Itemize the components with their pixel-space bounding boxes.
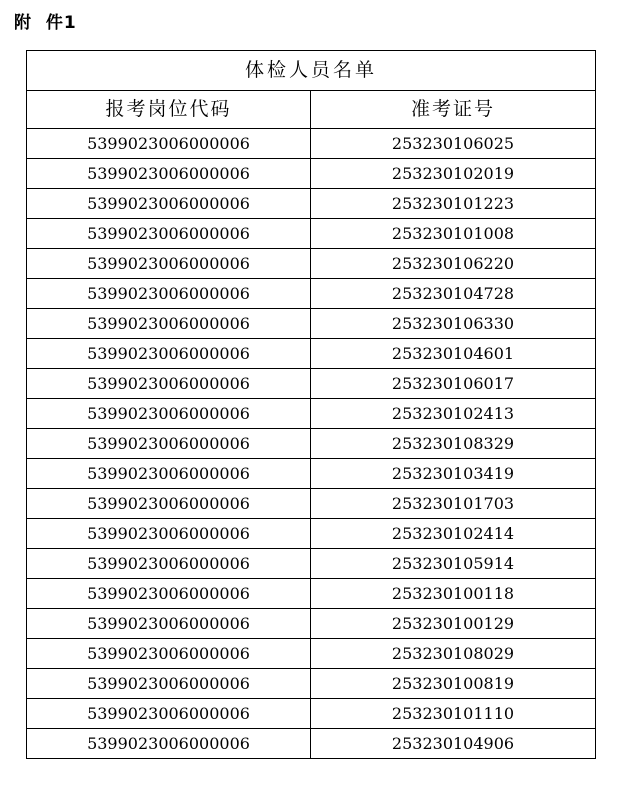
position-code-cell: 5399023006000006: [27, 549, 311, 579]
position-code-cell: 5399023006000006: [27, 579, 311, 609]
admission-number-cell: 253230106220: [311, 249, 596, 279]
table-row: [27, 189, 596, 219]
table-row: [27, 699, 596, 729]
table-row: [27, 519, 596, 549]
table-row: [27, 279, 596, 309]
table-row: [27, 639, 596, 669]
table-row: [27, 219, 596, 249]
admission-number-cell: 253230101008: [311, 219, 596, 249]
admission-number-cell: 253230103419: [311, 459, 596, 489]
position-code-cell: 5399023006000006: [27, 279, 311, 309]
table-row: [27, 669, 596, 699]
admission-number-cell: 253230108329: [311, 429, 596, 459]
attachment-label: 附 件1: [14, 13, 77, 33]
position-code-cell: 5399023006000006: [27, 489, 311, 519]
admission-number-cell: 253230102019: [311, 159, 596, 189]
admission-number-cell: 253230100819: [311, 669, 596, 699]
table-row: [27, 339, 596, 369]
admission-number-cell: 253230106017: [311, 369, 596, 399]
table-row: [27, 729, 596, 759]
admission-number-cell: 253230100129: [311, 609, 596, 639]
position-code-cell: 5399023006000006: [27, 699, 311, 729]
admission-number-cell: 253230104601: [311, 339, 596, 369]
position-code-cell: 5399023006000006: [27, 669, 311, 699]
table-title: 体检人员名单: [27, 51, 596, 91]
position-code-cell: 5399023006000006: [27, 189, 311, 219]
table-row: [27, 429, 596, 459]
admission-number-cell: 253230100118: [311, 579, 596, 609]
header-position-code: 报考岗位代码: [27, 91, 311, 129]
table-body: [27, 129, 596, 759]
position-code-cell: 5399023006000006: [27, 639, 311, 669]
admission-number-cell: 253230106330: [311, 309, 596, 339]
admission-number-cell: 253230102414: [311, 519, 596, 549]
table-title-row: [27, 51, 596, 91]
admission-number-cell: 253230102413: [311, 399, 596, 429]
position-code-cell: 5399023006000006: [27, 369, 311, 399]
table-row: [27, 129, 596, 159]
position-code-cell: 5399023006000006: [27, 129, 311, 159]
admission-number-cell: 253230101703: [311, 489, 596, 519]
table-row: [27, 579, 596, 609]
table-row: [27, 159, 596, 189]
table-row: [27, 459, 596, 489]
position-code-cell: 5399023006000006: [27, 219, 311, 249]
position-code-cell: 5399023006000006: [27, 729, 311, 759]
admission-number-cell: 253230104728: [311, 279, 596, 309]
table-row: [27, 249, 596, 279]
admission-number-cell: 253230106025: [311, 129, 596, 159]
table-row: [27, 309, 596, 339]
position-code-cell: 5399023006000006: [27, 609, 311, 639]
position-code-cell: 5399023006000006: [27, 399, 311, 429]
admission-number-cell: 253230105914: [311, 549, 596, 579]
header-admission-number: 准考证号: [311, 91, 596, 129]
table-row: [27, 609, 596, 639]
table-row: [27, 369, 596, 399]
position-code-cell: 5399023006000006: [27, 339, 311, 369]
table-row: [27, 399, 596, 429]
position-code-cell: 5399023006000006: [27, 309, 311, 339]
admission-number-cell: 253230104906: [311, 729, 596, 759]
admission-number-cell: 253230101223: [311, 189, 596, 219]
table-row: [27, 549, 596, 579]
admission-number-cell: 253230101110: [311, 699, 596, 729]
position-code-cell: 5399023006000006: [27, 249, 311, 279]
position-code-cell: 5399023006000006: [27, 429, 311, 459]
table-header-row: [27, 91, 596, 129]
admission-number-cell: 253230108029: [311, 639, 596, 669]
exam-list-table: [26, 50, 596, 759]
table-row: [27, 489, 596, 519]
position-code-cell: 5399023006000006: [27, 159, 311, 189]
position-code-cell: 5399023006000006: [27, 519, 311, 549]
position-code-cell: 5399023006000006: [27, 459, 311, 489]
